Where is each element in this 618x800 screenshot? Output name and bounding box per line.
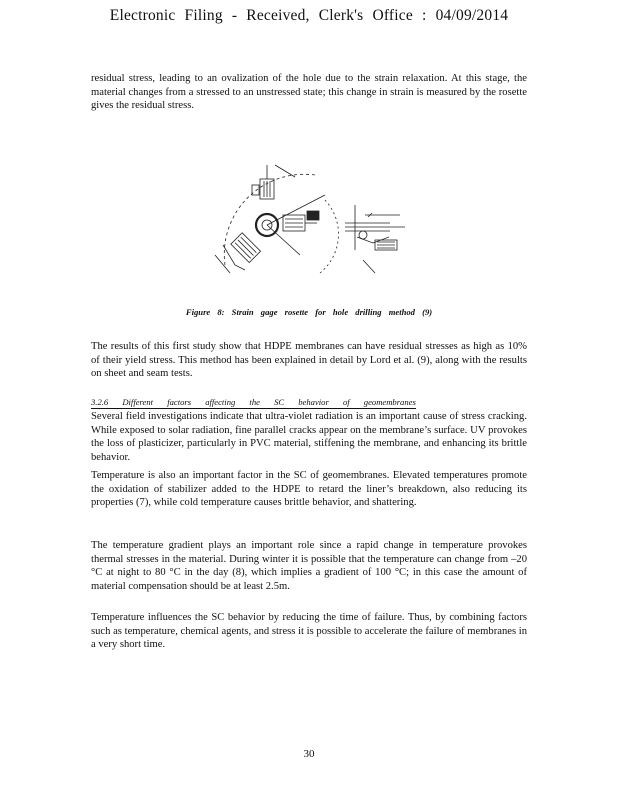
paragraph-results: The results of this first study show that HDPE membranes can have residual stresses as high as 10% of their yield stress. This method has been explained in detail by Lord et al. (9), along with the results on sheet and seam tests. bbox=[91, 341, 527, 380]
paragraph-residual-stress: residual stress, leading to an ovalization of the hole due to the strain relaxation. At this stage, the material changes from a stressed to an unstressed state; this change in strain is measured by the rosette gives the residual stress. bbox=[91, 73, 527, 112]
paragraph-failure-time: Temperature influences the SC behavior by reducing the time of failure. Thus, by combining factors such as temperature, chemical agents, and stress it is possible to accelerate the failure of membranes in a very short time. bbox=[91, 612, 527, 651]
strain-gage-rosette-diagram bbox=[205, 155, 415, 285]
paragraph-uv-radiation: Several field investigations indicate that ultra-violet radiation is an important cause of stress cracking. While exposed to solar radiation, fine parallel cracks appear on the membrane’s surface. UV provokes the loss of plasticizer, particularly in PVC material, stiffening the membrane, and enhancing its brittle behavior. bbox=[91, 411, 527, 463]
detail-hole bbox=[359, 231, 367, 239]
filing-header: Electronic Filing - Received, Clerk's Office : 04/09/2014 bbox=[109, 7, 509, 24]
paragraph-temperature: Temperature is also an important factor in the SC of geomembranes. Elevated temperatures promote the oxidation of stabilizer added to the HDPE to retard the liner’s breakdown, also reducing its properties (7), while cold temperature causes brittle behavior, and shattering. bbox=[91, 470, 527, 509]
lead-wire bbox=[223, 245, 245, 270]
section-heading: 3.2.6 Different factors affecting the SC behavior of geomembranes bbox=[91, 397, 416, 407]
lead-wire-2 bbox=[215, 255, 230, 273]
paragraph-temperature-gradient: The temperature gradient plays an important role since a rapid change in temperature provokes thermal stresses in the material. During winter it is possible that the temperature can change from –20 °C at night to 80 °C in the day (8), which implies a gradient of 100 °C; in this case the amount of material compensation should be at least 2.5m. bbox=[91, 540, 527, 592]
figure-caption: Figure 8: Strain gage rosette for hole drilling method (9) bbox=[185, 307, 433, 317]
dashed-arc-right bbox=[320, 200, 338, 273]
strain-gage-figure bbox=[205, 155, 415, 285]
gauge-right-tab bbox=[307, 211, 319, 220]
page-number: 30 bbox=[303, 748, 315, 760]
gauge-top-tab bbox=[252, 185, 259, 195]
